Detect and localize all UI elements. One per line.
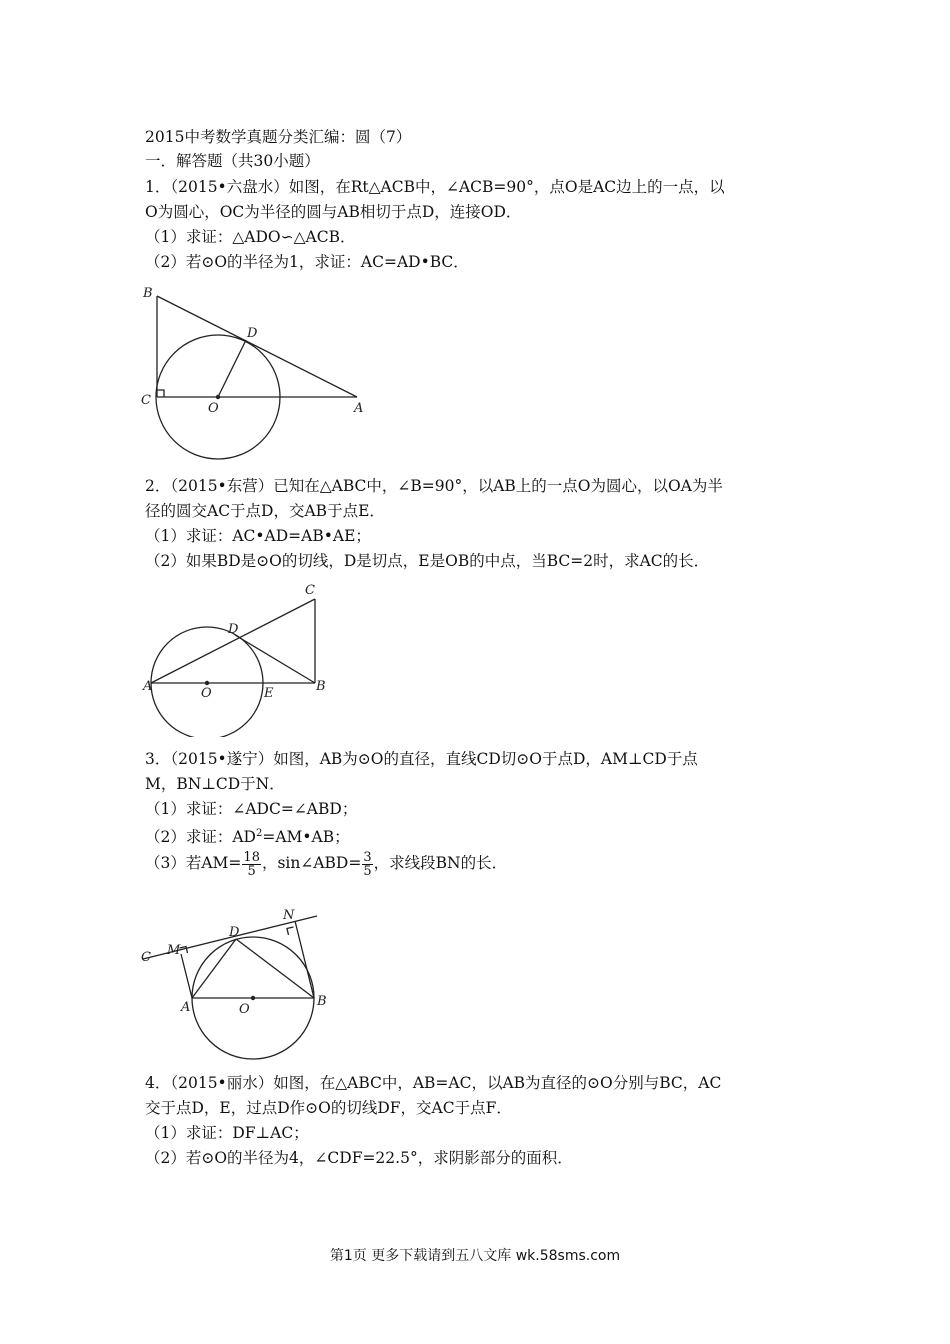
label-B: B bbox=[143, 286, 153, 301]
problem-4-line-1: 4．（2015•丽水）如图，在△ABC中，AB=AC，以AB为直径的⊙O分别与BC，AC bbox=[145, 1074, 722, 1092]
section-heading: 一．解答题（共30小题） bbox=[145, 152, 320, 170]
fraction-sin-denominator: 5 bbox=[363, 863, 372, 879]
problem-4-line-2: 交于点D，E，过点D作⊙O的切线DF，交AC于点F． bbox=[145, 1099, 512, 1117]
label-D: D bbox=[228, 622, 239, 637]
problem-4-part-1: （1）求证：DF⊥AC； bbox=[145, 1124, 309, 1142]
label-O: O bbox=[201, 686, 212, 701]
page-footer: 第1页 更多下载请到五八文库 wk.58sms.com bbox=[329, 1248, 621, 1264]
label-A: A bbox=[181, 1000, 191, 1015]
problem-1-part-2: （2）若⊙O的半径为1，求证：AC=AD•BC． bbox=[145, 253, 469, 271]
label-D: D bbox=[247, 326, 258, 341]
problem-2-line-2: 径的圆交AC于点D，交AB于点E． bbox=[145, 502, 385, 520]
problem-2-part-2: （2）如果BD是⊙O的切线，D是切点，E是OB的中点，当BC=2时，求AC的长． bbox=[145, 552, 710, 570]
problem-1-figure bbox=[135, 278, 375, 463]
document-title: 2015中考数学真题分类汇编：圆（7） bbox=[145, 128, 412, 146]
part-2-exponent: 2 bbox=[255, 828, 263, 839]
label-E: E bbox=[264, 686, 274, 701]
label-C: C bbox=[141, 393, 151, 408]
problem-4-part-2: （2）若⊙O的半径为4，∠CDF=22.5°，求阴影部分的面积． bbox=[145, 1149, 573, 1167]
label-C: C bbox=[305, 583, 315, 598]
fraction-sin bbox=[362, 851, 372, 878]
part-2-prefix: （2）求证：AD bbox=[145, 828, 256, 847]
part-3-prefix: （3）若AM= bbox=[145, 854, 242, 872]
label-B: B bbox=[317, 994, 327, 1009]
fraction-am-denominator: 5 bbox=[247, 863, 256, 879]
label-M: M bbox=[167, 943, 181, 958]
problem-1-part-1: （1）求证：△ADO∽△ACB． bbox=[145, 228, 356, 246]
label-A: A bbox=[354, 401, 364, 416]
label-N: N bbox=[283, 908, 295, 923]
problem-3-part-1: （1）求证：∠ADC=∠ABD； bbox=[145, 800, 358, 818]
problem-2-line-1: 2．（2015•东营）已知在△ABC中，∠B=90°，以AB上的一点O为圆心，以OA为半 bbox=[145, 477, 723, 495]
label-D: D bbox=[229, 925, 240, 940]
fraction-am-numerator: 18 bbox=[243, 849, 260, 865]
problem-3-part-3 bbox=[145, 850, 507, 878]
part-3-middle: ，sin∠ABD= bbox=[261, 854, 362, 872]
problem-3-line-1: 3．（2015•遂宁）如图，AB为⊙O的直径，直线CD切⊙O于点D，AM⊥CD于点 bbox=[145, 750, 698, 768]
label-O: O bbox=[208, 401, 219, 416]
fraction-sin-numerator: 3 bbox=[363, 849, 372, 865]
part-3-suffix: ，求线段BN的长． bbox=[373, 854, 508, 872]
problem-1-line-1: 1．（2015•六盘水）如图，在Rt△ACB中，∠ACB=90°，点O是AC边上的一点，以 bbox=[145, 178, 725, 196]
problem-3-figure bbox=[135, 903, 345, 1063]
label-A: A bbox=[143, 679, 153, 694]
label-B: B bbox=[316, 679, 326, 694]
problem-1-line-2: O为圆心，OC为半径的圆与AB相切于点D，连接OD． bbox=[145, 203, 522, 221]
problem-2-figure bbox=[135, 577, 335, 737]
problem-3-line-2: M，BN⊥CD于N． bbox=[145, 775, 285, 793]
problem-3-part-2 bbox=[145, 824, 350, 847]
label-C: C bbox=[141, 950, 151, 965]
part-2-suffix: =AM•AB； bbox=[262, 828, 350, 847]
fraction-am bbox=[242, 851, 261, 878]
problem-2-part-1: （1）求证：AC•AD=AB•AE； bbox=[145, 527, 371, 545]
label-O: O bbox=[239, 1002, 250, 1017]
